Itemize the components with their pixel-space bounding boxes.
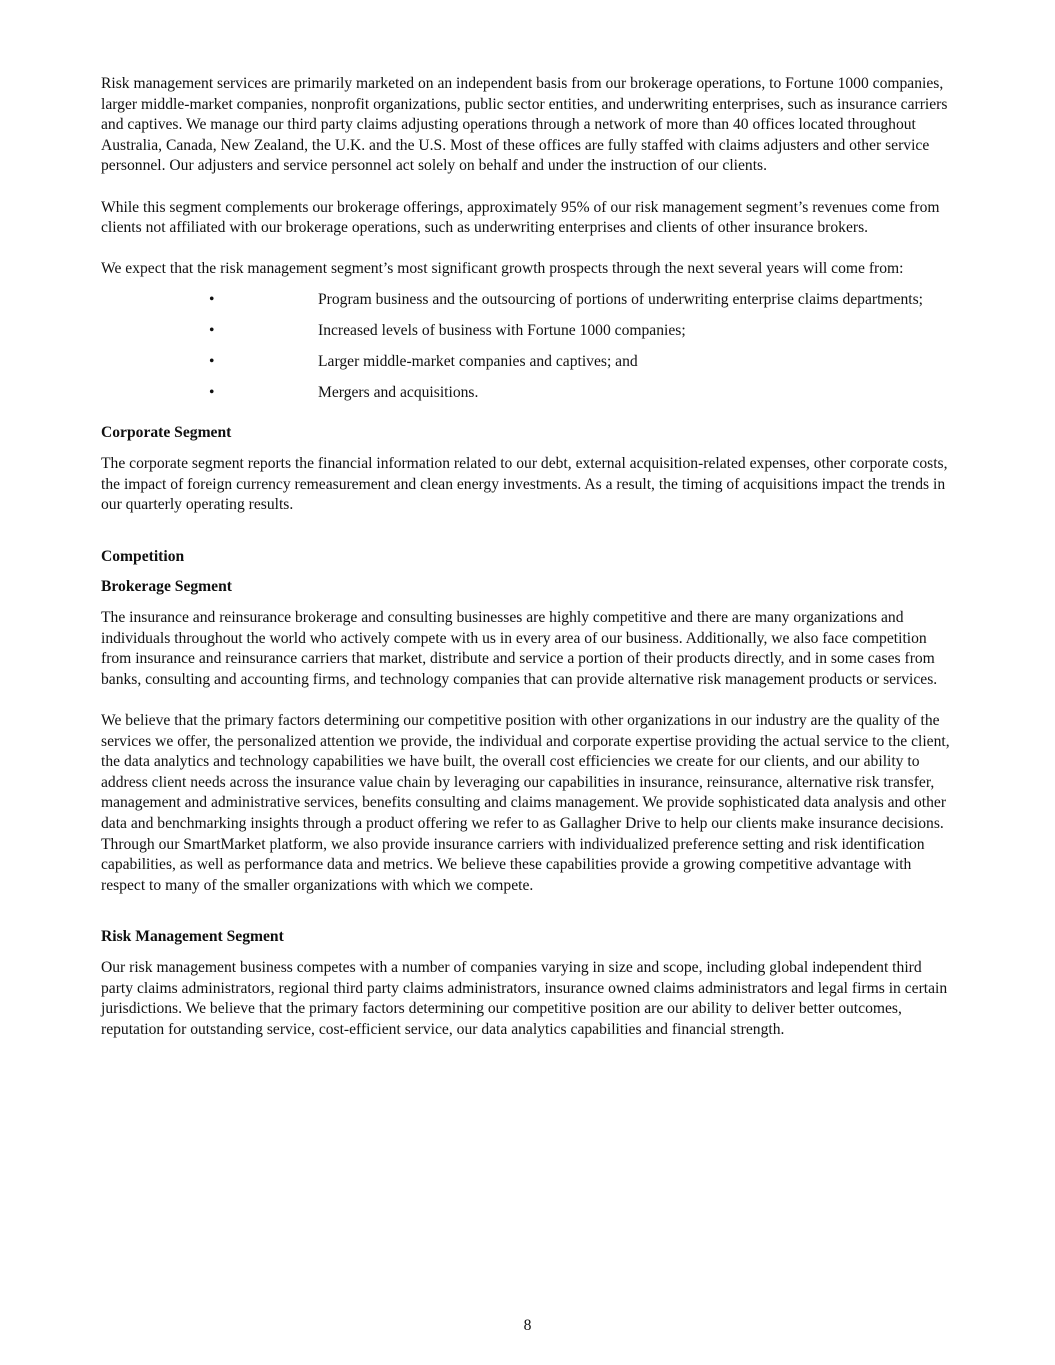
paragraph-risk-management-competition: Our risk management business competes with a number of companies varying in size and scope, including global independent third party claims administrators, regional third party claims administrators, insurance owned claims administrators and legal firms in certain jurisdictions. We believe that the primary factors determining our competitive position are our ability to deliver better outcomes, reputation for outstanding service, cost-efficient service, our data analytics capabilities and financial strength. [101, 958, 948, 1038]
bullet-icon: • [209, 352, 215, 370]
list-item-text: Mergers and acquisitions. [318, 383, 479, 401]
document-page [101, 74, 953, 1040]
list-item [101, 290, 953, 311]
paragraph-competitive-factors: We believe that the primary factors determining our competitive position with other organizations in our industry are the quality of the services we offer, the personalized attention we provide, the individual and corporate expertise providing the actual service to the client, the data analytics and technology capabilities we have built, the overall cost efficiencies we create for our clients, and our ability to address client needs across the insurance value chain by leveraging our capabilities in insurance, reinsurance, alternative risk transfer, management and administrative services, benefits consulting and claims management. We provide sophisticated data analysis and other data and benchmarking insights through a product offering we refer to as Gallagher Drive to help our clients make insurance decisions. Through our SmartMarket platform, we also provide insurance carriers with individualized preference setting and risk identification capabilities, as well as performance data and metrics. We believe these capabilities provide a growing competitive advantage with respect to many of the smaller organizations with which we compete. [101, 712, 950, 894]
growth-prospects-list [101, 290, 953, 404]
bullet-icon: • [209, 383, 215, 401]
heading-brokerage-segment: Brokerage Segment [101, 578, 232, 596]
paragraph-segment-revenues: While this segment complements our brokerage offerings, approximately 95% of our risk management segment’s revenues come from clients not affiliated with our brokerage operations, such as underwriting enterprises and clients of other insurance brokers. [101, 198, 940, 237]
list-item-text: Larger middle-market companies and captives; and [318, 352, 638, 370]
paragraph-risk-services: Risk management services are primarily marketed on an independent basis from our brokerage operations, to Fortune 1000 companies, larger middle-market companies, nonprofit organizations, public sector entities, and underwriting enterprises, such as insurance carriers and captives. We manage our third party claims adjusting operations through a network of more than 40 offices located throughout Australia, Canada, New Zealand, the U.K. and the U.S. Most of these offices are fully staffed with claims adjusters and other service personnel. Our adjusters and service personnel act solely on behalf and under the instruction of our clients. [101, 75, 948, 175]
heading-competition: Competition [101, 547, 185, 565]
heading-risk-management-segment: Risk Management Segment [101, 928, 284, 946]
list-item [101, 383, 953, 404]
list-item [101, 352, 953, 373]
paragraph-corporate-segment: The corporate segment reports the financial information related to our debt, external acquisition-related expenses, other corporate costs, the impact of foreign currency remeasurement and clean energy investments. As a result, the timing of acquisitions impact the trends in our quarterly operating results. [101, 455, 948, 514]
bullet-icon: • [209, 321, 215, 339]
page-number: 8 [523, 1317, 532, 1334]
list-item [101, 321, 953, 342]
heading-corporate-segment: Corporate Segment [101, 424, 232, 442]
list-item-text: Increased levels of business with Fortune 1000 companies; [318, 321, 686, 339]
paragraph-brokerage-competition: The insurance and reinsurance brokerage and consulting businesses are highly competitive and there are many organizations and individuals throughout the world who actively compete with us in every area of our business. Additionally, we also face competition from insurance and reinsurance carriers that market, distribute and service a portion of their products directly, and in some cases from banks, consulting and accounting firms, and technology companies that can provide alternative risk management products or services. [101, 609, 938, 688]
bullet-icon: • [209, 290, 215, 308]
paragraph-growth-prospects: We expect that the risk management segment’s most significant growth prospects through the next several years will come from: [101, 260, 904, 278]
list-item-text: Program business and the outsourcing of portions of underwriting enterprise claims departments; [318, 290, 923, 308]
